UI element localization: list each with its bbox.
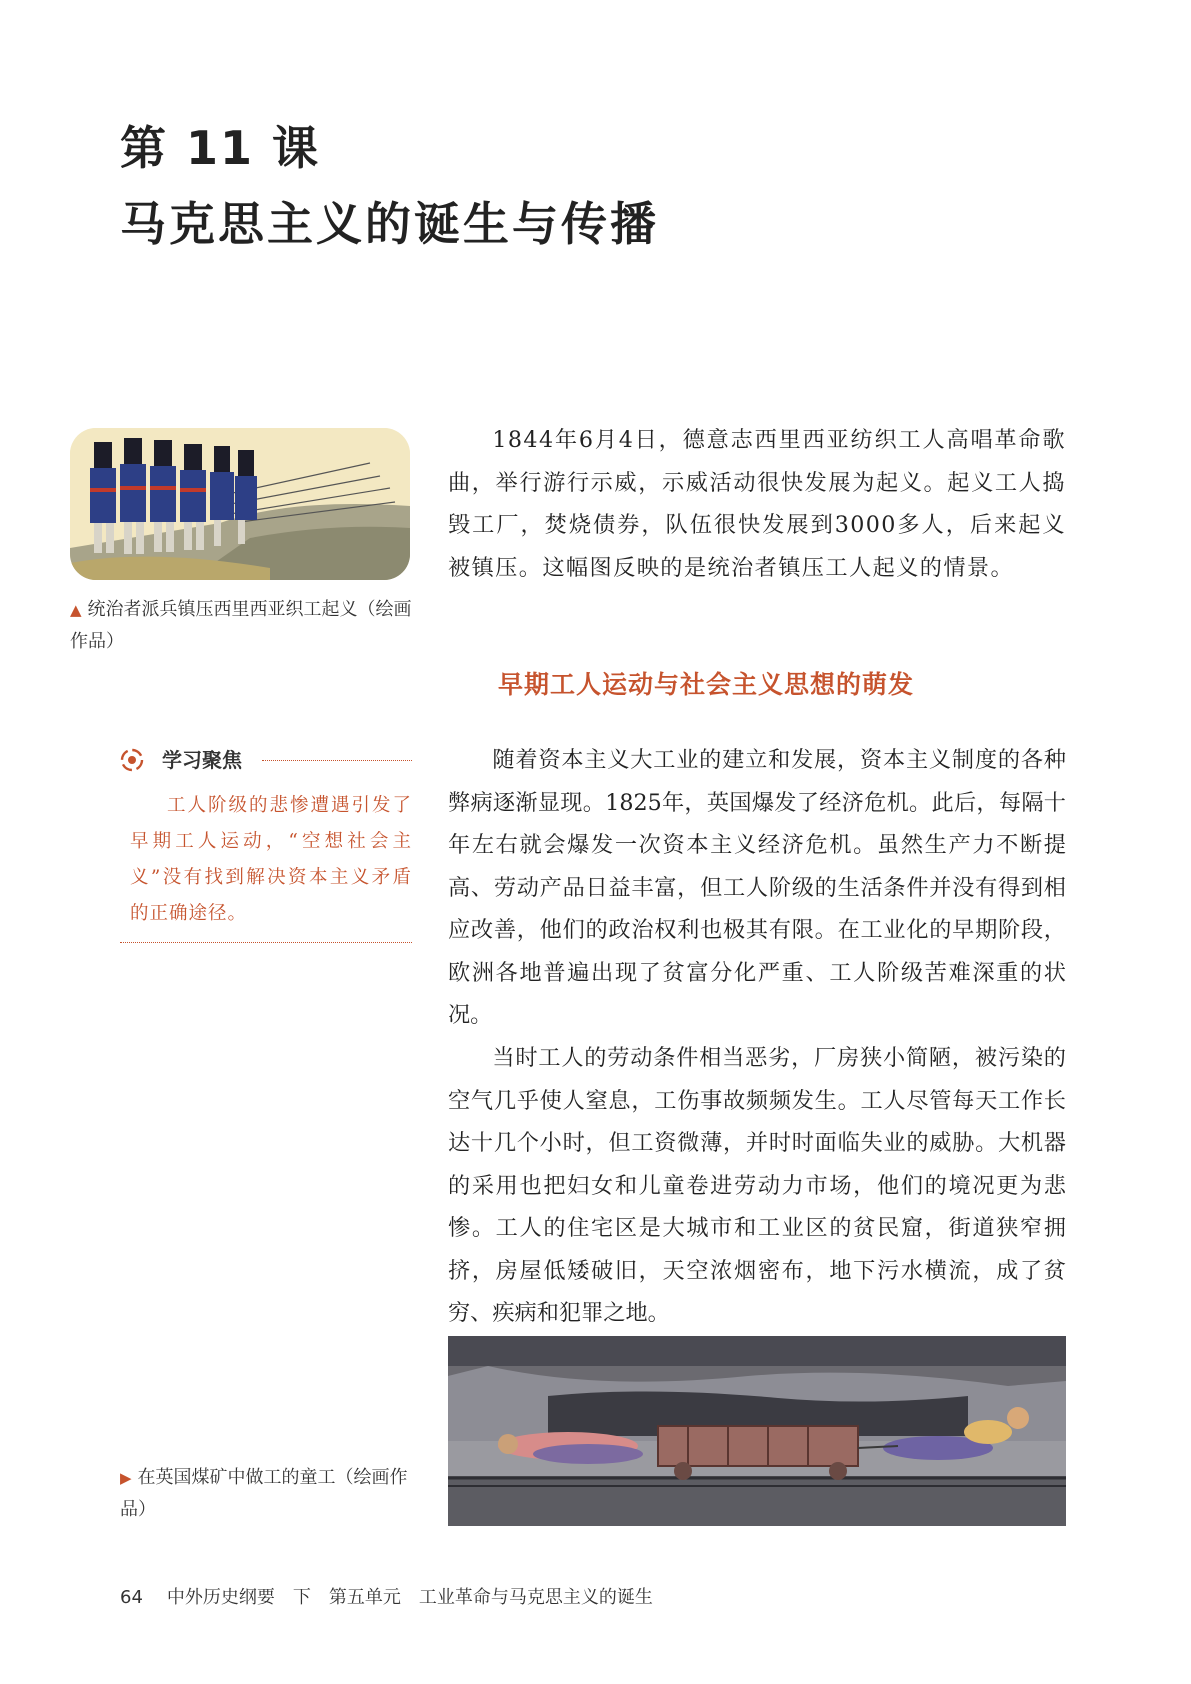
body-paragraph-2: 当时工人的劳动条件相当恶劣，厂房狭小简陋，被污染的空气几乎使人窒息，工伤事故频频发生。工人尽管每天工作长达十几个小时，但工资微薄，并时时面临失业的威胁。大机器的采用也把妇女和儿童卷进劳动力市场，他们的境况更为悲惨。工人的住宅区是大城市和工业区的贫民窟，街道狭窄拥挤，房屋低矮破旧，天空浓烟密布，地下污水横流，成了贫穷、疾病和犯罪之地。	[448, 1045, 1066, 1326]
dotted-divider	[262, 760, 412, 761]
coal-mine-illustration	[448, 1336, 1066, 1526]
caption-marker: ▲	[70, 601, 82, 619]
bottom-figure-caption	[120, 1462, 420, 1526]
page-footer	[120, 1583, 653, 1609]
body-paragraph-1: 随着资本主义大工业的建立和发展，资本主义制度的各种弊病逐渐显现。1825年，英国爆发了经济危机。此后，每隔十年左右就会爆发一次资本主义经济危机。虽然生产力不断提高、劳动产品日益丰富，但工人阶级的生活条件并没有得到相应改善，他们的政治权利也极其有限。在工业化的早期阶段，欧洲各地普遍出现了贫富分化严重、工人阶级苦难深重的状况。	[448, 747, 1066, 1028]
bottom-figure-caption-text: 在英国煤矿中做工的童工（绘画作品）	[120, 1467, 408, 1520]
page-number: 64	[120, 1587, 143, 1608]
target-icon	[120, 748, 144, 772]
study-focus-title: 学习聚焦	[162, 748, 242, 772]
soldiers-illustration	[70, 428, 410, 580]
top-figure-caption-text: 统治者派兵镇压西里西亚织工起义（绘画作品）	[70, 599, 412, 652]
footer-text: 中外历史纲要 下 第五单元 工业革命与马克思主义的诞生	[166, 1587, 653, 1608]
lesson-number: 第 11 课	[120, 121, 321, 175]
caption-marker: ▶	[120, 1469, 132, 1487]
study-focus-box	[120, 742, 412, 943]
study-focus-text: 工人阶级的悲惨遭遇引发了早期工人运动，“空想社会主义”没有找到解决资本主义矛盾的正确途径。	[130, 795, 412, 924]
lesson-title: 马克思主义的诞生与传播	[120, 197, 659, 251]
section-heading: 早期工人运动与社会主义思想的萌发	[498, 670, 915, 699]
study-focus-header	[120, 742, 412, 776]
top-figure-caption	[70, 594, 415, 658]
intro-paragraph: 1844年6月4日，德意志西里西亚纺织工人高唱革命歌曲，举行游行示威，示威活动很快发展为起义。起义工人捣毁工厂，焚烧债券，队伍很快发展到3000多人，后来起义被镇压。这幅图反映的是统治者镇压工人起义的情景。	[448, 427, 1066, 581]
